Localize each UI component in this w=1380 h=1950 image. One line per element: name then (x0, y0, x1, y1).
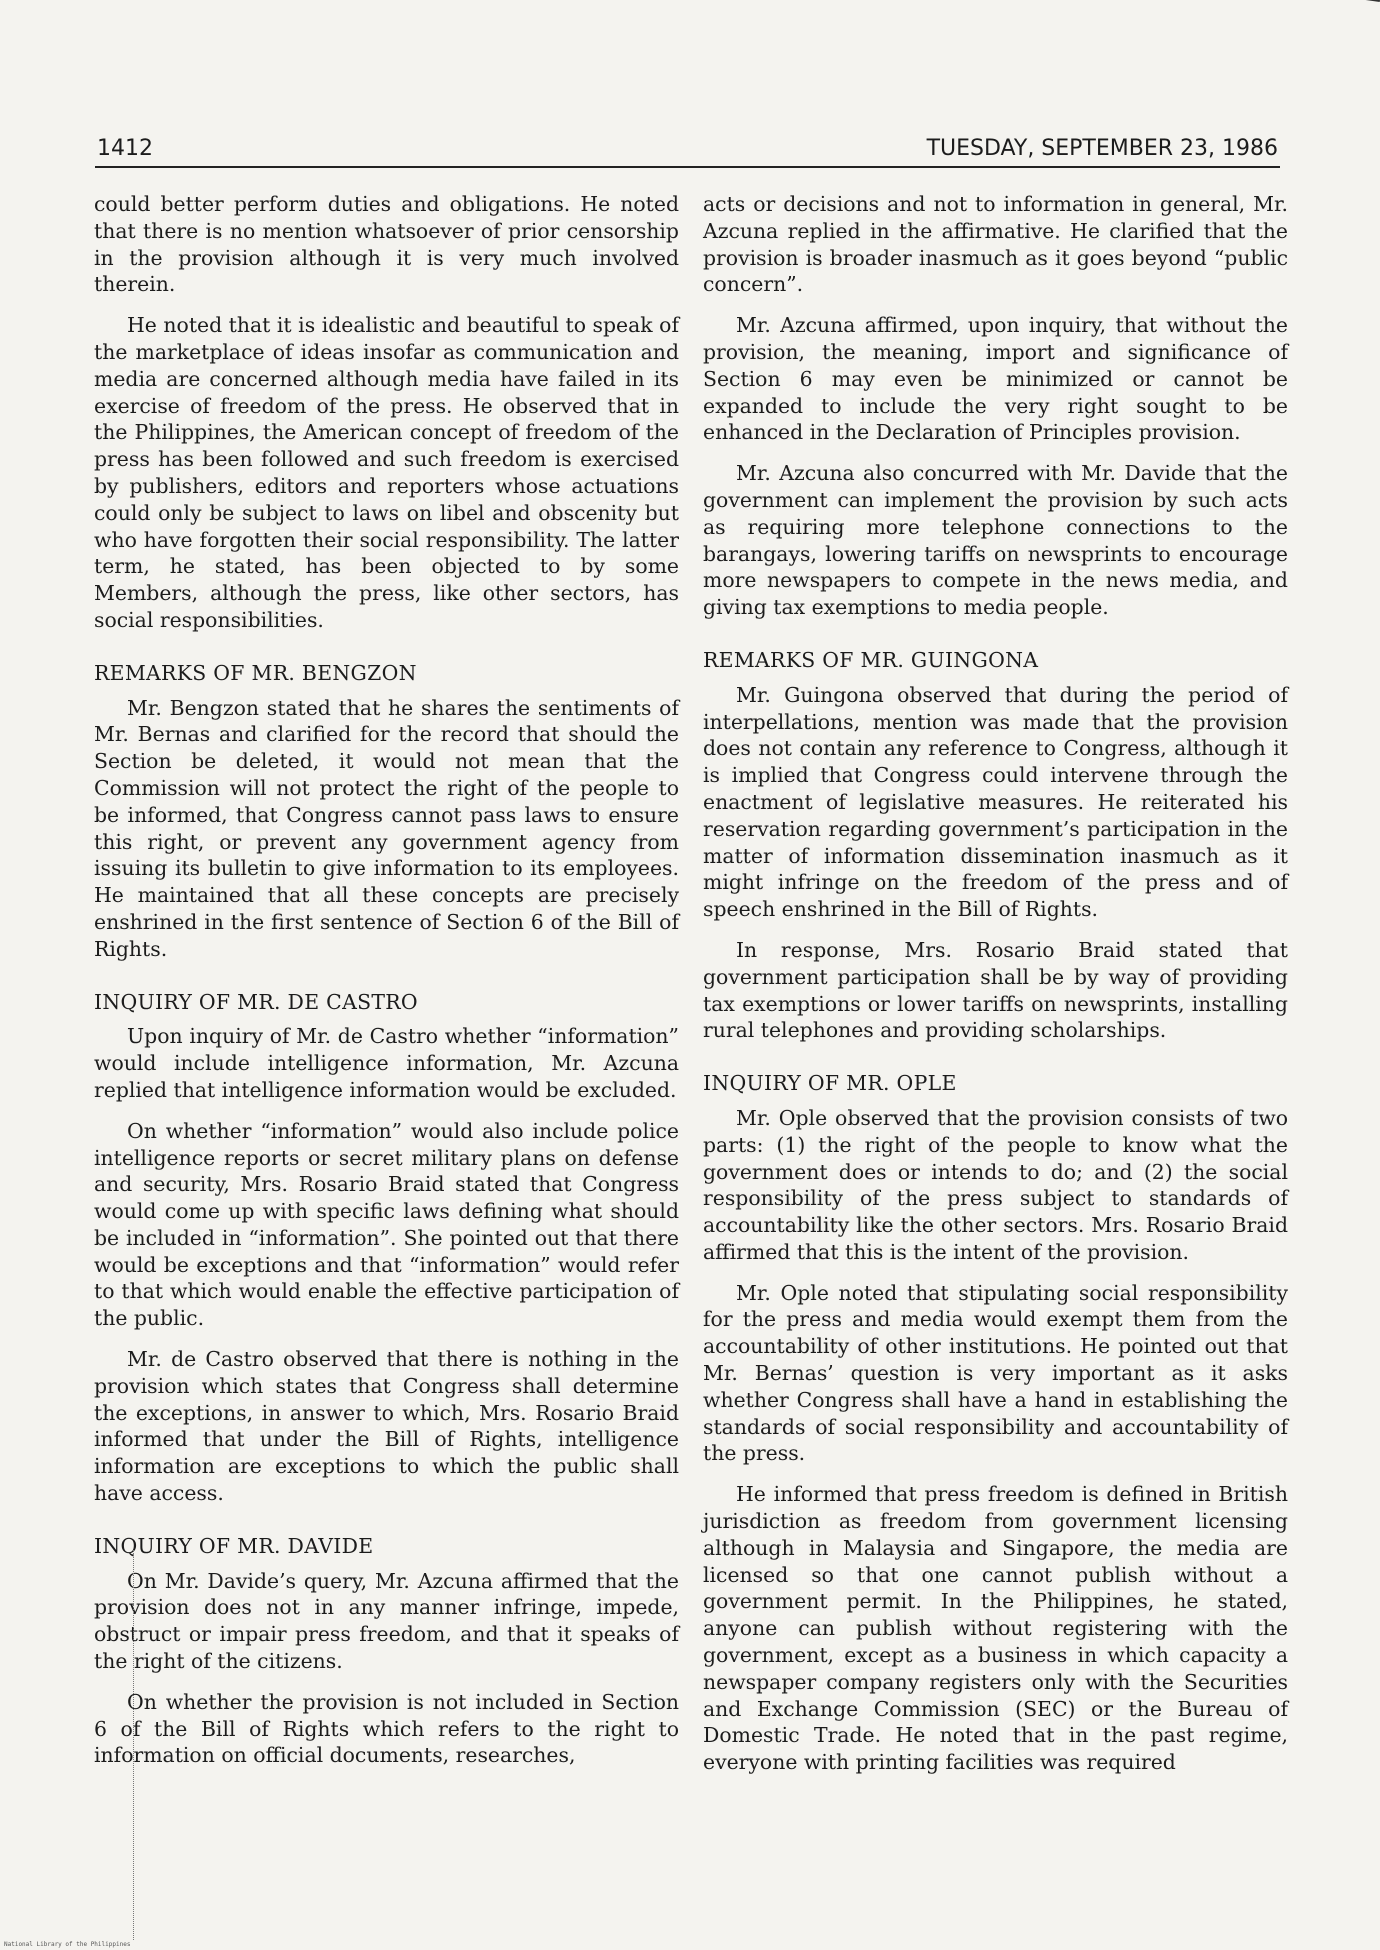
page-number: 1412 (97, 136, 153, 161)
paragraph: Mr. Bengzon stated that he shares the sentiments of Mr. Bernas and clarified for the record that should the Section be deleted, it would not mean that the Commission will not protect the right of the people to be informed, that Congress cannot pass laws to ensure this right, or prevent any government agency from issuing its bulletin to give information to its employees. He maintained that all these concepts are precisely enshrined in the first sentence of Section 6 of the Bill of Rights. (94, 695, 679, 961)
page-header (95, 132, 1280, 168)
paragraph: Upon inquiry of Mr. de Castro whether “information” would include intelligence information, Mr. Azcuna replied that intelligence information would be excluded. (94, 1024, 679, 1102)
section-heading: INQUIRY OF MR. OPLE (703, 1071, 957, 1096)
paragraph: Mr. Azcuna affirmed, upon inquiry, that without the provision, the meaning, import and significance of Section 6 may even be minimized or cannot be expanded to include the very right sought to be enhanced in the Declaration of Principles provision. (703, 313, 1288, 445)
paragraph: He noted that it is idealistic and beautiful to speak of the marketplace of ideas insofar as communication and media are concerned although media have failed in its exercise of freedom of the press. He observed that in the Philippines, the American concept of freedom of the press has been followed and such freedom is exercised by publishers, editors and reporters whose actuations could only be subject to laws on libel and obscenity but who have forgotten their social responsibility. The latter term, he stated, has been objected to by some Members, although the press, like other sectors, has social responsibilities. (94, 313, 679, 632)
paragraph: Mr. Azcuna also concurred with Mr. Davide that the government can implement the provision by such acts as requiring more telephone connections to the barangays, lowering tariffs on newsprints to encourage more newspapers to compete in the news media, and giving tax exemptions to media people. (703, 461, 1288, 620)
paragraph: He informed that press freedom is defined in British jurisdiction as freedom from government licensing although in Malaysia and Singapore, the media are licensed so that one cannot publish without a government permit. In the Philippines, he stated, anyone can publish without registering with the government, except as a business in which capacity a newspaper company registers only with the Securities and Exchange Commission (SEC) or the Bureau of Domestic Trade. He noted that in the past regime, everyone with printing facilities was required (703, 1482, 1288, 1775)
right-column (703, 191, 1288, 1790)
paragraph: Mr. Ople noted that stipulating social responsibility for the press and media would exempt them from the accountability of other institutions. He pointed out that Mr. Bernas’ question is very important as it asks whether Congress shall have a hand in establishing the standards of social responsibility and accountability of the press. (703, 1280, 1288, 1466)
paragraph: Mr. de Castro observed that there is nothing in the provision which states that Congress shall determine the exceptions, in answer to which, Mrs. Rosario Braid informed that under the Bill of Rights, intelligence information are exceptions to which the public shall have access. (94, 1347, 679, 1506)
paragraph: acts or decisions and not to information in general, Mr. Azcuna replied in the affirmative. He clarified that the provision is broader inasmuch as it goes beyond “public concern”. (703, 192, 1288, 297)
paragraph: Mr. Ople observed that the provision consists of two parts: (1) the right of the people to know what the government does or intends to do; and (2) the social responsibility of the press subject to standards of accountability like the other sectors. Mrs. Rosario Braid affirmed that this is the intent of the provision. (703, 1105, 1288, 1264)
scan-footer: National Library of the Philippines (4, 1941, 131, 1948)
section-heading: INQUIRY OF MR. DE CASTRO (94, 989, 418, 1014)
scan-mark (1333, 0, 1380, 12)
paragraph: On whether the provision is not included in Section 6 of the Bill of Rights which refers to the right to information on official documents, researches, (94, 1689, 679, 1768)
paragraph: On Mr. Davide’s query, Mr. Azcuna affirmed that the provision does not in any manner infringe, impede, obstruct or impair press freedom, and that it speaks of the right of the citizens. (94, 1568, 679, 1674)
header-date: TUESDAY, SEPTEMBER 23, 1986 (926, 136, 1278, 161)
paragraph: In response, Mrs. Rosario Braid stated that government participation shall be by way of providing tax exemptions or lower tariffs on newsprints, installing rural telephones and providing scholarships. (703, 937, 1288, 1043)
section-heading: REMARKS OF MR. BENGZON (94, 660, 417, 685)
scan-artifact-line (133, 1550, 134, 1940)
section-heading: INQUIRY OF MR. DAVIDE (94, 1533, 374, 1558)
paragraph: Mr. Guingona observed that during the period of interpellations, mention was made that the provision does not contain any reference to Congress, although it is implied that Congress could intervene through the enactment of legislative measures. He reiterated his reservation regarding government’s participation in the matter of information dissemination inasmuch as it might infringe on the freedom of the press and of speech enshrined in the Bill of Rights. (703, 682, 1288, 922)
paragraph: could better perform duties and obligations. He noted that there is no mention whatsoever of prior censorship in the provision although it is very much involved therein. (94, 192, 679, 297)
left-column (94, 191, 679, 1783)
paragraph: On whether “information” would also include police intelligence reports or secret military plans on defense and security, Mrs. Rosario Braid stated that Congress would come up with specific laws defining what should be included in “information”. She pointed out that there would be exceptions and that “information” would refer to that which would enable the effective participation of the public. (94, 1118, 679, 1331)
section-heading: REMARKS OF MR. GUINGONA (703, 647, 1039, 672)
